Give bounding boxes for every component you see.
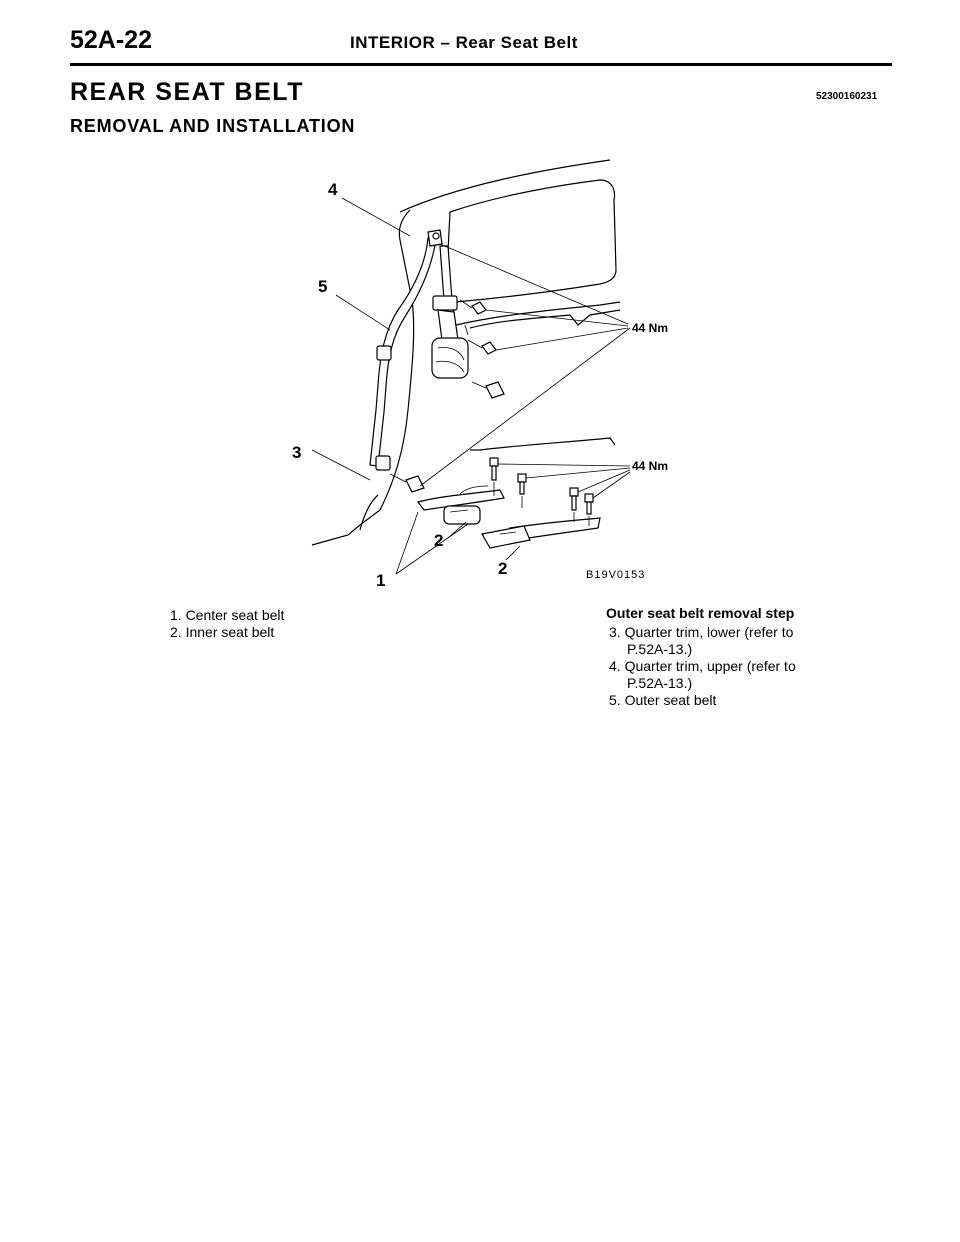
- figure-id: B19V0153: [586, 569, 646, 581]
- removal-step-heading: Outer seat belt removal step: [606, 605, 795, 621]
- callout-2b: 2: [498, 559, 508, 578]
- seat-belt-diagram: [292, 150, 720, 595]
- legend-right: [606, 605, 836, 709]
- page-number: 52A-22: [70, 26, 152, 54]
- callout-3: 3: [292, 443, 302, 462]
- legend-item-center-seat-belt: 1. Center seat belt: [170, 607, 285, 623]
- section-code: 52300160231: [816, 91, 878, 102]
- step-quarter-trim-lower: 3. Quarter trim, lower (refer to P.52A-13.): [609, 624, 794, 657]
- legend-item-inner-seat-belt: 2. Inner seat belt: [170, 624, 275, 640]
- running-title: INTERIOR – Rear Seat Belt: [350, 33, 578, 52]
- callout-2a: 2: [434, 531, 444, 550]
- callout-5: 5: [318, 277, 328, 296]
- header-rule: [70, 63, 892, 66]
- torque-lower: 44 Nm: [632, 459, 669, 473]
- torque-upper: 44 Nm: [632, 321, 669, 335]
- callout-1: 1: [376, 571, 386, 590]
- step-outer-seat-belt: 5. Outer seat belt: [609, 692, 717, 708]
- subsection-title: REMOVAL AND INSTALLATION: [70, 116, 356, 136]
- step-quarter-trim-upper: 4. Quarter trim, upper (refer to P.52A-13.): [609, 658, 796, 691]
- section-title: REAR SEAT BELT: [70, 78, 304, 106]
- callout-4: 4: [328, 180, 338, 199]
- legend-left: [170, 607, 284, 641]
